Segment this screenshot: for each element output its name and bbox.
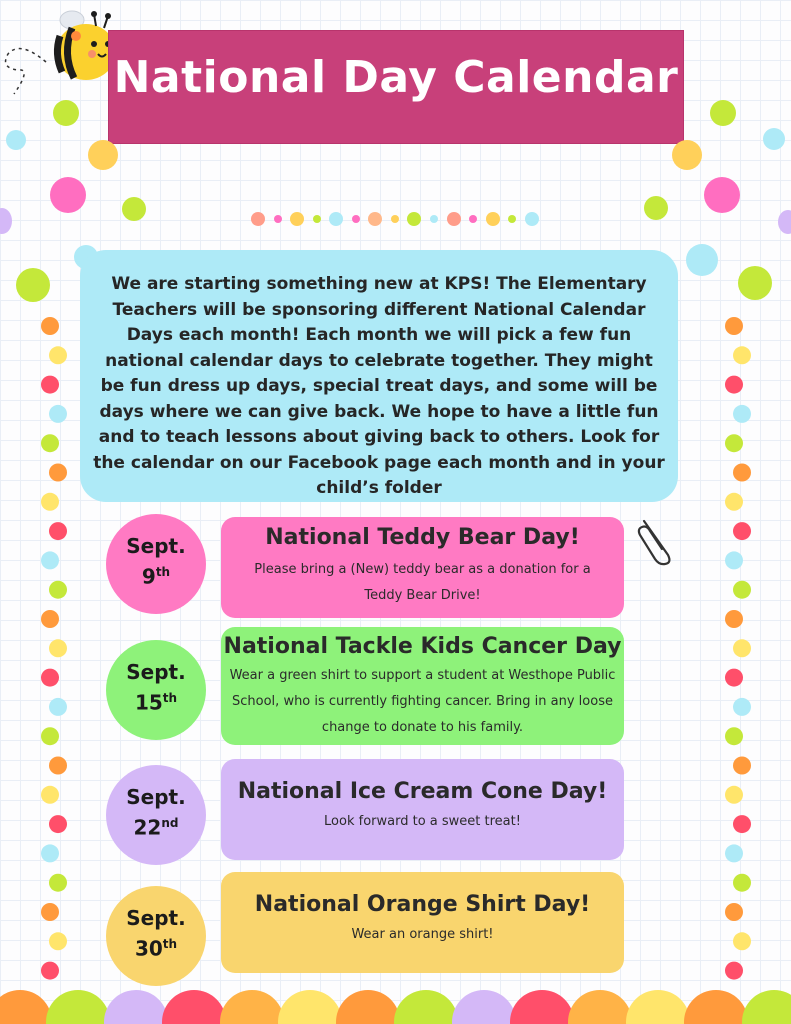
decorative-dot xyxy=(49,405,67,423)
day-number: 30 xyxy=(134,936,163,961)
scallop xyxy=(568,990,632,1024)
decorative-dot xyxy=(41,844,59,862)
page-title: National Day Calendar xyxy=(113,52,679,103)
decorative-dot xyxy=(49,346,67,364)
decorative-dot xyxy=(733,757,751,775)
scallop xyxy=(684,990,748,1024)
decorative-dot xyxy=(725,669,743,687)
event-description: Wear a green shirt to support a student at Westhope Public School, who is currently fighting cancer. Bring in any loose change to donate to his family. xyxy=(229,668,616,735)
scallop xyxy=(394,990,458,1024)
decorative-dot xyxy=(733,815,751,833)
decorative-dot xyxy=(725,727,743,745)
scallop xyxy=(278,990,342,1024)
decorative-dot xyxy=(49,639,67,657)
decorative-dot xyxy=(41,551,59,569)
event-description: Wear an orange shirt! xyxy=(351,927,494,942)
event-description: Look forward to a sweet treat! xyxy=(324,814,521,829)
event-card-orange-shirt xyxy=(221,872,624,973)
decorative-dot xyxy=(733,932,751,950)
decorative-dot xyxy=(725,786,743,804)
decorative-dot xyxy=(725,493,743,511)
decorative-dot xyxy=(725,551,743,569)
scallop xyxy=(220,990,284,1024)
decorative-dot xyxy=(49,815,67,833)
scallop xyxy=(104,990,168,1024)
event-description: Please bring a (New) teddy bear as a donation for a Teddy Bear Drive! xyxy=(254,562,591,603)
decorative-dot xyxy=(41,669,59,687)
date-month: Sept. xyxy=(126,906,186,930)
day-number: 22 xyxy=(133,815,162,840)
day-number: 15 xyxy=(134,690,163,715)
decorative-dot xyxy=(733,464,751,482)
scallop xyxy=(742,990,791,1024)
decorative-dot xyxy=(49,464,67,482)
date-day xyxy=(106,684,206,717)
decorative-dot xyxy=(49,932,67,950)
decorative-dot xyxy=(725,844,743,862)
decorative-dot xyxy=(41,434,59,452)
decorative-dot xyxy=(733,346,751,364)
intro-text: We are starting something new at KPS! The Elementary Teachers will be sponsoring different National Calendar Days each month! Each month we will pick a few fun national calendar days to celebrate together. They might be fun dress up days, special treat days, and some will be days where we can give back. We hope to have a little fun and to teach lessons about giving back to others. Look for the calendar on our Facebook page each month and in your child’s folder xyxy=(93,274,665,498)
scallop xyxy=(0,990,52,1024)
scallop xyxy=(452,990,516,1024)
decorative-dot xyxy=(49,698,67,716)
right-dot-column xyxy=(720,316,756,994)
decorative-dot xyxy=(41,610,59,628)
date-month: Sept. xyxy=(126,785,186,809)
decorative-dot xyxy=(41,493,59,511)
event-card-teddy-bear xyxy=(221,517,624,618)
day-number: 9 xyxy=(141,564,156,589)
decorative-dot xyxy=(41,903,59,921)
title-banner xyxy=(108,30,684,144)
date-circle-sept-15 xyxy=(106,640,206,740)
decorative-dot xyxy=(41,786,59,804)
decorative-dot xyxy=(725,962,743,980)
decorative-dot xyxy=(725,434,743,452)
intro-box xyxy=(80,250,678,502)
decorative-dot xyxy=(733,405,751,423)
date-circle-sept-22 xyxy=(106,765,206,865)
decorative-dot xyxy=(49,874,67,892)
date-month: Sept. xyxy=(126,660,186,684)
day-suffix: th xyxy=(162,691,178,705)
decorative-dot xyxy=(733,522,751,540)
scallop xyxy=(46,990,110,1024)
decorative-dot xyxy=(49,757,67,775)
date-circle-sept-9 xyxy=(106,514,206,614)
day-suffix: nd xyxy=(161,816,179,830)
scallop xyxy=(510,990,574,1024)
bottom-scallop-border xyxy=(0,986,791,1024)
date-day xyxy=(106,809,206,842)
decorative-dot xyxy=(725,376,743,394)
event-card-tackle-kids-cancer xyxy=(221,627,624,745)
decorative-dot xyxy=(49,522,67,540)
scallop xyxy=(626,990,690,1024)
decorative-dot xyxy=(733,698,751,716)
event-title: National Teddy Bear Day! xyxy=(265,525,580,550)
decorative-dot xyxy=(49,581,67,599)
date-day xyxy=(106,930,206,963)
day-suffix: th xyxy=(155,565,171,579)
scallop xyxy=(336,990,400,1024)
date-circle-sept-30 xyxy=(106,886,206,986)
left-dot-column xyxy=(36,316,72,994)
date-day xyxy=(106,558,206,591)
date-month: Sept. xyxy=(126,534,186,558)
event-title: National Ice Cream Cone Day! xyxy=(237,779,608,804)
decorative-dot xyxy=(733,639,751,657)
event-card-ice-cream-cone xyxy=(221,759,624,860)
decorative-dot xyxy=(725,317,743,335)
decorative-dot xyxy=(41,317,59,335)
decorative-dot xyxy=(41,376,59,394)
decorative-dot xyxy=(41,962,59,980)
scallop xyxy=(162,990,226,1024)
event-title: National Tackle Kids Cancer Day xyxy=(223,634,622,659)
paperclip-icon xyxy=(634,515,678,567)
decorative-dot xyxy=(41,727,59,745)
event-title: National Orange Shirt Day! xyxy=(254,892,591,917)
day-suffix: th xyxy=(162,937,178,951)
decorative-dot xyxy=(725,610,743,628)
decorative-dot xyxy=(725,903,743,921)
decorative-dot xyxy=(733,581,751,599)
decorative-dot xyxy=(733,874,751,892)
dashed-flight-path xyxy=(0,34,50,104)
dot-divider xyxy=(248,208,548,230)
